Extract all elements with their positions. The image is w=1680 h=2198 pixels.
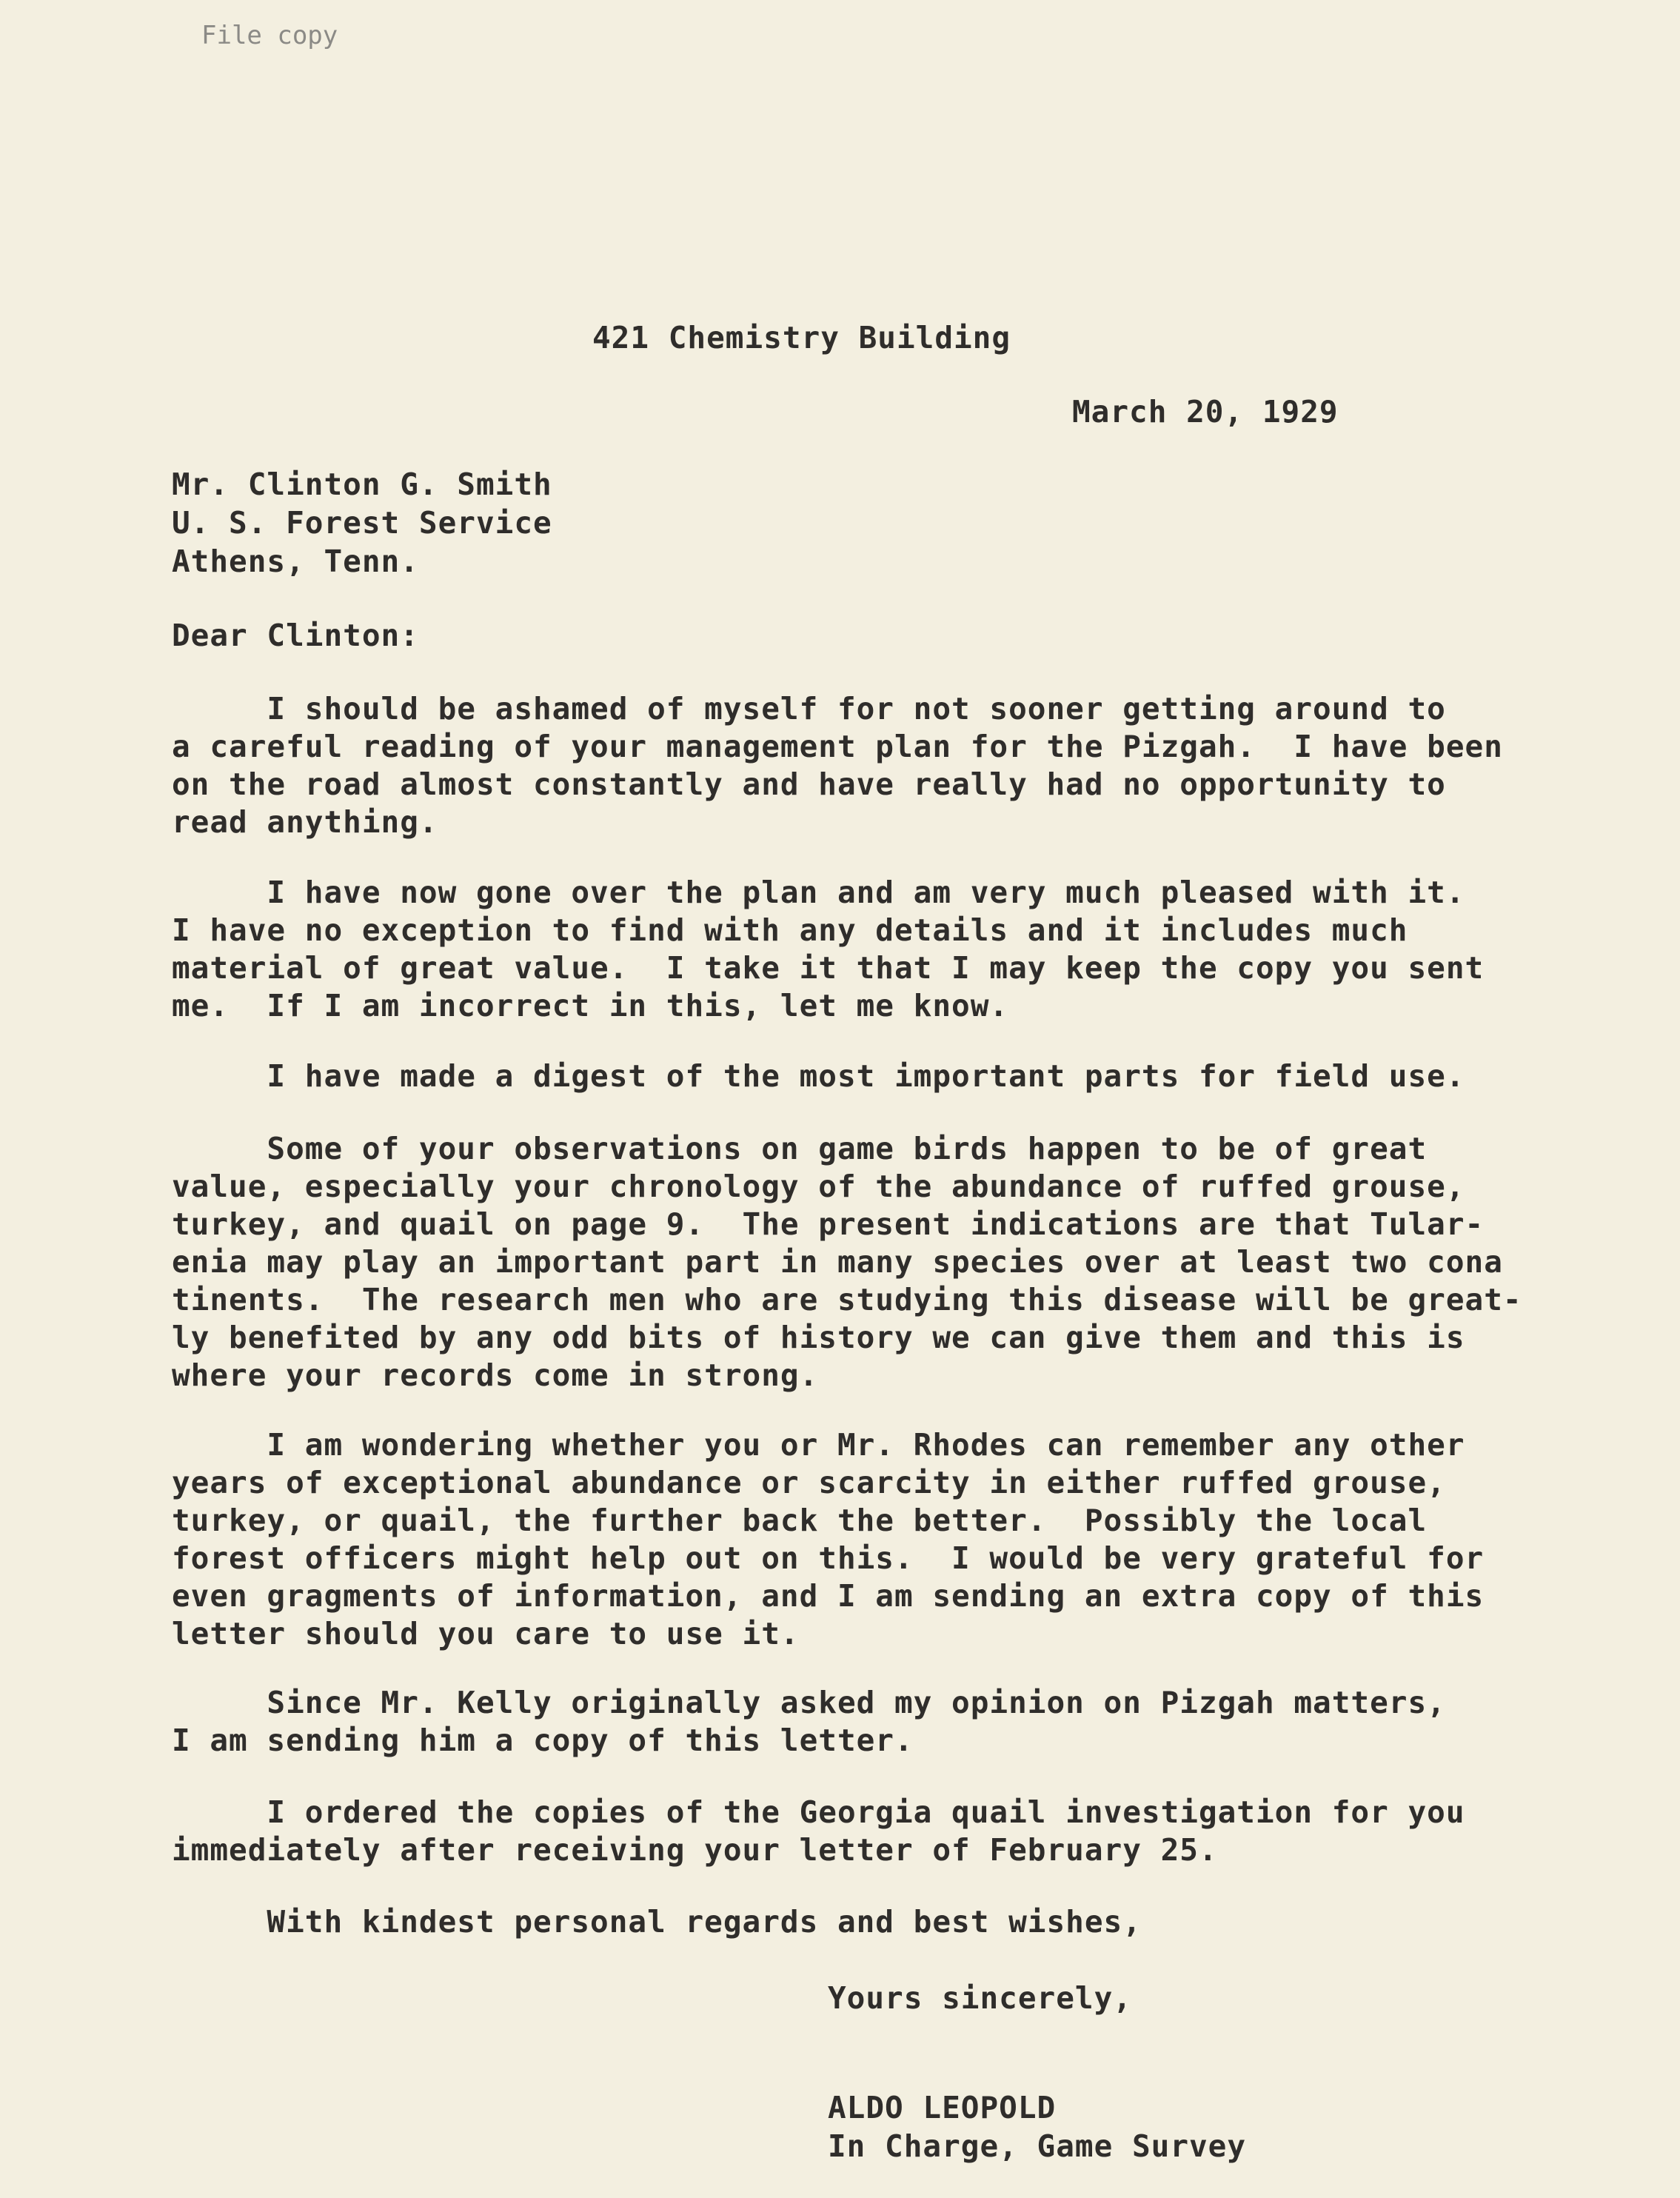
letter-date: March 20, 1929 [1072, 394, 1339, 430]
paragraph-5 [172, 1426, 1549, 1653]
paragraph-3 [172, 1058, 1549, 1095]
body-line: turkey, or quail, the further back the better. Possibly the local [172, 1503, 1428, 1538]
paragraph-1 [172, 690, 1549, 841]
recipient-organization: U. S. Forest Service [172, 505, 552, 541]
recipient-name: Mr. Clinton G. Smith [172, 467, 552, 502]
body-line: I have no exception to find with any details and it includes much [172, 912, 1408, 948]
body-line: I have made a digest of the most important parts for field use. [172, 1058, 1465, 1094]
body-line: where your records come in strong. [172, 1357, 819, 1393]
body-line: on the road almost constantly and have really had no opportunity to [172, 766, 1446, 802]
body-line: letter should you care to use it. [172, 1616, 800, 1651]
body-line: immediately after receiving your letter of February 25. [172, 1832, 1218, 1868]
body-line: material of great value. I take it that I may keep the copy you sent [172, 950, 1485, 986]
paragraph-6 [172, 1684, 1549, 1760]
body-line: Some of your observations on game birds happen to be of great [172, 1131, 1428, 1166]
signer-name: ALDO LEOPOLD [828, 2090, 1057, 2125]
body-line: I ordered the copies of the Georgia quail investigation for you [172, 1794, 1465, 1830]
body-line: I am sending him a copy of this letter. [172, 1723, 914, 1758]
salutation: Dear Clinton: [172, 618, 419, 653]
body-line: read anything. [172, 804, 438, 840]
body-line: even gragments of information, and I am sending an extra copy of this [172, 1578, 1485, 1614]
body-line: me. If I am incorrect in this, let me know. [172, 988, 1009, 1023]
body-line: turkey, and quail on page 9. The present indications are that Tular- [172, 1206, 1485, 1242]
body-line: ly benefited by any odd bits of history we can give them and this is [172, 1320, 1465, 1355]
body-line: years of exceptional abundance or scarcity in either ruffed grouse, [172, 1465, 1446, 1500]
file-copy-note: File copy [201, 21, 338, 50]
body-line: value, especially your chronology of the abundance of ruffed grouse, [172, 1169, 1465, 1204]
paragraph-7 [172, 1794, 1549, 1869]
recipient-city: Athens, Tenn. [172, 544, 419, 579]
body-line: With kindest personal regards and best wishes, [172, 1904, 1142, 1940]
letterhead-address: 421 Chemistry Building [592, 320, 1011, 355]
complimentary-close: Yours sincerely, [828, 1980, 1132, 2016]
signer-title: In Charge, Game Survey [828, 2128, 1247, 2164]
paragraph-4 [172, 1130, 1549, 1394]
paragraph-2 [172, 874, 1549, 1025]
body-line: enia may play an important part in many species over at least two cona [172, 1244, 1503, 1280]
body-line: Since Mr. Kelly originally asked my opinion on Pizgah matters, [172, 1685, 1446, 1720]
body-line: I am wondering whether you or Mr. Rhodes can remember any other [172, 1427, 1465, 1463]
body-line: I have now gone over the plan and am very much pleased with it. [172, 875, 1465, 910]
paragraph-8 [172, 1903, 1549, 1941]
body-line: forest officers might help out on this. I would be very grateful for [172, 1540, 1485, 1576]
body-line: I should be ashamed of myself for not sooner getting around to [172, 691, 1446, 726]
body-line: a careful reading of your management plan for the Pizgah. I have been [172, 729, 1503, 764]
body-line: tinents. The research men who are studying this disease will be great- [172, 1282, 1522, 1317]
